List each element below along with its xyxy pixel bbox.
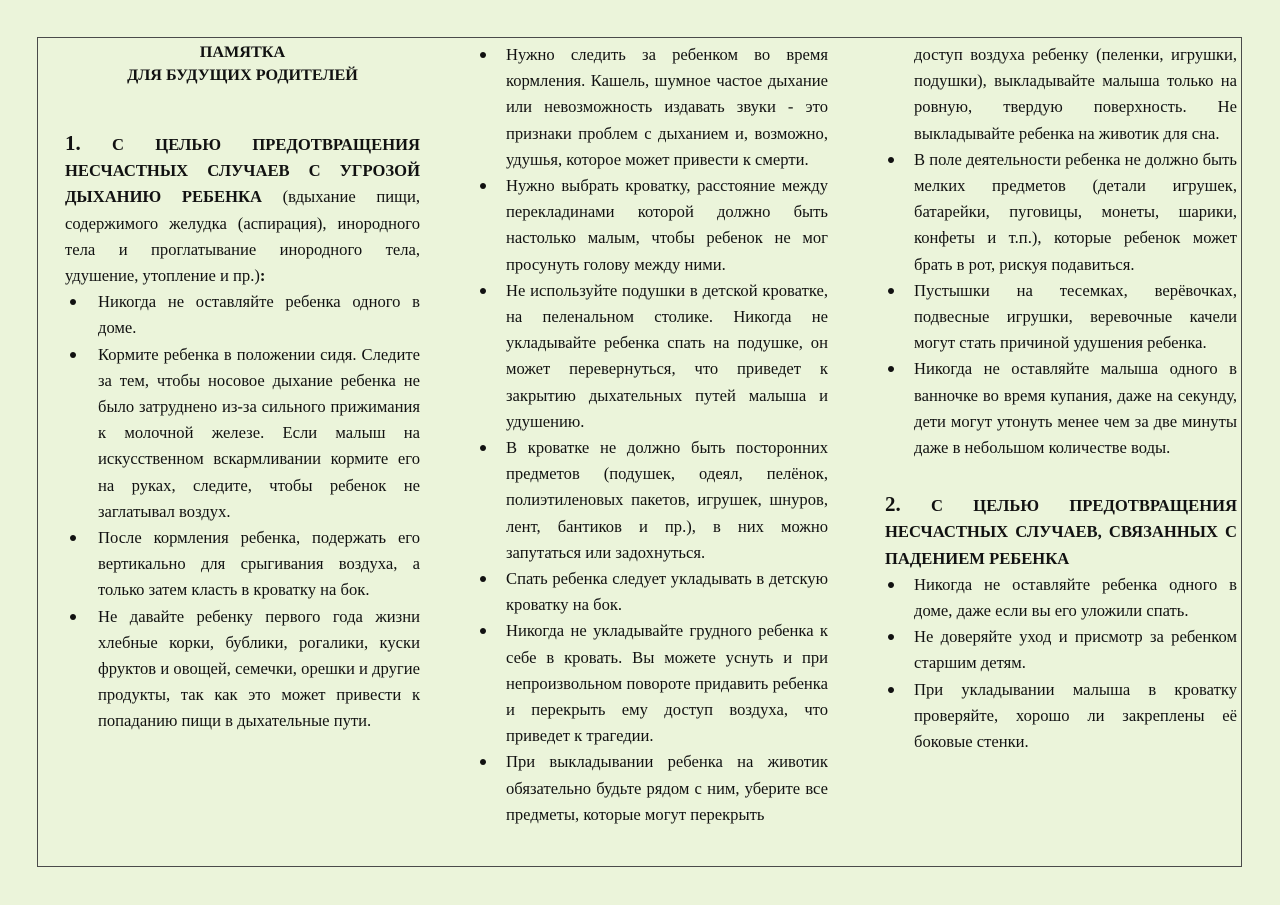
list-item-text: В кроватке не должно быть посторонних предметов (подушек, одеял, пелёнок, полиэтиленовых пакетов, игрушек, шнуров, лент, бантиков и пр.), в них можно запутаться или задохнуться. <box>506 438 828 562</box>
title-line-1: ПАМЯТКА <box>199 43 286 61</box>
column-2 <box>480 42 828 828</box>
section-1-number: 1. <box>65 131 81 155</box>
bullet-icon <box>70 352 76 358</box>
section-1-list-part-1 <box>65 289 420 734</box>
list-item <box>480 566 828 618</box>
list-item-text: Никогда не оставляйте ребенка одного в доме. <box>98 292 420 338</box>
bullet-icon <box>70 299 76 305</box>
bullet-icon <box>480 52 486 58</box>
list-item-text: Никогда не оставляйте ребенка одного в доме, даже если вы его уложили спать. <box>914 574 1237 621</box>
list-item-text: В поле деятельности ребенка не должно быть мелких предметов (детали игрушек, батарейки, пуговицы, монеты, шарики, конфеты и т.п.), которые ребенок может брать в рот, рискуя подавиться. <box>914 149 1237 274</box>
section-1-heading-caps: С ЦЕЛЬЮ ПРЕДОТВРАЩЕНИЯ НЕСЧАСТНЫХ СЛУЧАЕВ С УГРОЗОЙ ДЫХАНИЮ РЕБЕНКА <box>65 135 420 207</box>
list-item-text: Не используйте подушки в детской кроватке, на пеленальном столике. Никогда не укладывайте ребенка спать на подушке, он может перевернуться, что приведет к закрытию дыхательных путей малыша и удушению. <box>506 280 828 431</box>
bullet-icon <box>888 634 894 640</box>
list-item <box>885 278 1237 357</box>
list-item <box>65 289 420 341</box>
bullet-icon <box>70 535 76 541</box>
list-item <box>885 572 1237 624</box>
list-item-text: Не доверяйте уход и присмотр за ребенком старшим детям. <box>914 627 1237 673</box>
list-item-text: Никогда не укладывайте грудного ребенка к себе в кровать. Вы можете уснуть и при непроизвольном повороте придавить ребенка и перекрыть ему доступ воздуха, что приведет к трагедии. <box>506 621 828 746</box>
bullet-icon <box>480 183 486 189</box>
column-1 <box>65 41 420 735</box>
title-line-2: ДЛЯ БУДУЩИХ РОДИТЕЛЕЙ <box>127 66 358 84</box>
bullet-icon <box>888 157 894 163</box>
bullet-icon <box>480 445 486 451</box>
list-item <box>480 42 828 173</box>
list-item <box>65 604 420 735</box>
section-1-heading-colon: : <box>259 266 266 286</box>
bullet-icon <box>888 366 894 372</box>
section-1-heading-rest: (вдыхание пищи, содержимого желудка (аспирация), инородного тела и проглатывание инородного тела, удушение, утопление и пр.) <box>65 187 420 286</box>
document-title <box>65 41 420 87</box>
list-item <box>480 278 828 435</box>
list-item-text: Спать ребенка следует укладывать в детскую кроватку на бок. <box>506 569 828 615</box>
bullet-icon <box>888 582 894 588</box>
section-2-heading <box>885 491 1237 572</box>
list-item-text: Пустышки на тесемках, верёвочках, подвесные игрушки, веревочные качели могут стать причиной удушения ребенка. <box>914 280 1237 353</box>
list-item-text: Нужно следить за ребенком во время кормления. Кашель, шумное частое дыхание или невозможность издавать звуки - это признаки проблем с дыханием и, возможно, удушья, которое может привести к смерти. <box>506 45 828 169</box>
bullet-icon <box>888 687 894 693</box>
list-item <box>885 147 1237 278</box>
list-item <box>480 749 828 828</box>
bullet-icon <box>480 288 486 294</box>
section-1-list-part-3 <box>885 147 1237 461</box>
bullet-icon <box>480 759 486 765</box>
list-item-text: Кормите ребенка в положении сидя. Следите за тем, чтобы носовое дыхание ребенка не было затруднено из-за сильного прижимания к молочной железе. Если малыш на искусственном вскармливании кормите его на руках, следите, чтобы ребенок не заглатывал воздух. <box>98 344 420 521</box>
list-item-text: Не давайте ребенку первого года жизни хлебные корки, бублики, рогалики, куски фруктов и овощей, семечки, орешки и другие продукты, так как это может привести к попаданию пищи в дыхательные пути. <box>98 606 420 731</box>
list-item <box>65 342 420 525</box>
bullet-icon <box>480 576 486 582</box>
bullet-icon <box>70 614 76 620</box>
section-2-list <box>885 572 1237 755</box>
list-item-text: При выкладывании ребенка на животик обязательно будьте рядом с ним, уберите все предметы, которые могут перекрыть <box>506 752 828 824</box>
section-2-heading-caps: С ЦЕЛЬЮ ПРЕДОТВРАЩЕНИЯ НЕСЧАСТНЫХ СЛУЧАЕВ, СВЯЗАННЫХ С ПАДЕНИЕМ РЕБЕНКА <box>885 496 1237 568</box>
list-item <box>65 525 420 604</box>
section-1-heading <box>65 130 420 289</box>
list-item <box>885 624 1237 676</box>
list-item-text: После кормления ребенка, подержать его вертикально для срыгивания воздуха, а только затем класть в кроватку на бок. <box>98 528 420 600</box>
bullet-icon <box>888 288 894 294</box>
list-item <box>480 435 828 566</box>
list-item <box>885 677 1237 756</box>
list-item <box>480 173 828 278</box>
list-item-text: Нужно выбрать кроватку, расстояние между перекладинами которой должно быть настолько малым, чтобы ребенок не мог просунуть голову между ними. <box>506 176 828 274</box>
list-item-text: При укладывании малыша в кроватку проверяйте, хорошо ли закреплены её боковые стенки. <box>914 679 1237 752</box>
bullet-icon <box>480 628 486 634</box>
section-2-number: 2. <box>885 492 901 517</box>
list-item-continuation: доступ воздуха ребенку (пеленки, игрушки, подушки), выкладывайте малыша только на ровную, твердую поверхность. Не выкладывайте ребенка на животик для сна. <box>914 45 1237 143</box>
section-1-list-part-2 <box>480 42 828 828</box>
list-item <box>480 618 828 749</box>
column-3 <box>885 42 1237 755</box>
list-item-text: Никогда не оставляйте малыша одного в ванночке во время купания, даже на секунду, дети могут утонуть менее чем за две минуты даже в небольшом количестве воды. <box>914 359 1237 458</box>
list-item <box>885 356 1237 461</box>
